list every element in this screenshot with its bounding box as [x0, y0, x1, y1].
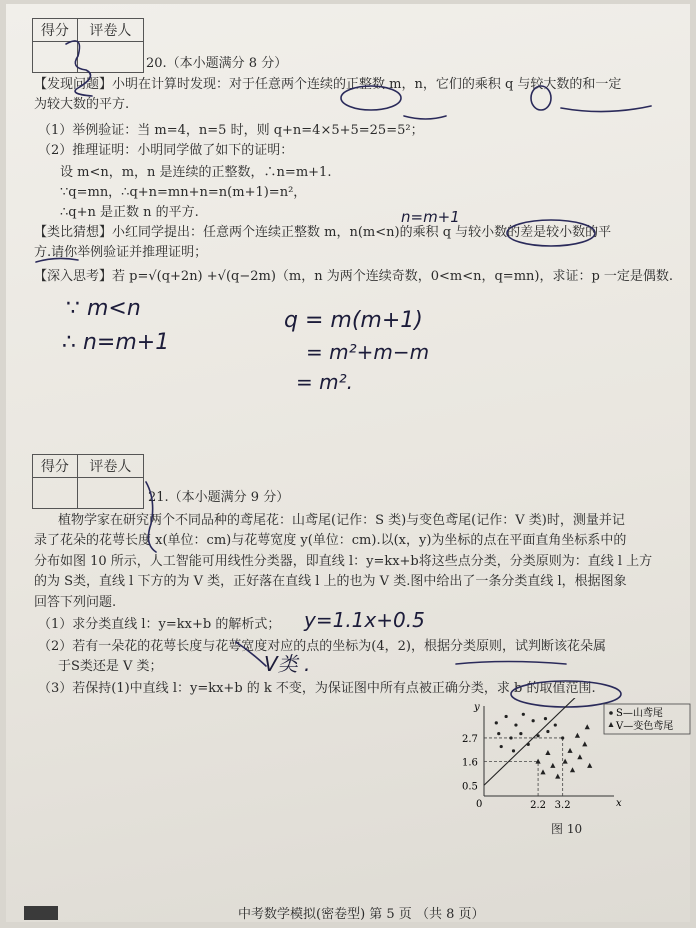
point-v-class — [577, 754, 582, 759]
handwriting-step-2: = m²+m−m — [306, 340, 430, 364]
q20-line-9: 方.请你举例验证并推理证明； — [34, 245, 208, 260]
origin-label: 0 — [476, 799, 483, 810]
y-axis-label: y — [474, 702, 480, 713]
q21-line-2: 录了花朵的花萼长度 x(单位：cm)与花萼宽度 y(单位：cm).以(x，y)为坐标的点在平面直角坐标系中的 — [34, 533, 627, 548]
q21-line-8: 于S类还是 V 类； — [58, 659, 163, 674]
y-tick-label: 2.7 — [462, 733, 478, 745]
q20-line-7: ∴q+n 是正数 n 的平方. — [60, 205, 199, 220]
q20-line-10: 【深入思考】若 p=√(q+2n) +√(q−2m)（m，n 为两个连续奇数，0<m<n，q=mn)，求证：p 一定是偶数. — [34, 269, 674, 284]
point-v-class — [587, 763, 592, 768]
q21-header: 21.（本小题满分 9 分） — [148, 490, 290, 505]
point-s-class — [554, 723, 557, 726]
classification-line-l — [484, 698, 585, 785]
score-label: 得分 — [33, 19, 78, 42]
corner-mark — [24, 906, 58, 920]
grader-label: 评卷人 — [77, 19, 143, 42]
point-v-class — [550, 763, 555, 768]
x-axis-label: x — [616, 798, 622, 809]
ink-score-mark-q21 — [146, 482, 156, 552]
scatter-plot — [454, 698, 694, 838]
point-s-class — [509, 736, 512, 739]
legend-marker-s — [609, 711, 613, 715]
point-s-class — [522, 713, 525, 716]
score-label: 得分 — [33, 455, 78, 478]
q21-line-5: 回答下列问题. — [34, 595, 117, 610]
q20-line-5: 设 m<n，m，n 是连续的正整数，∴n=m+1. — [60, 165, 332, 180]
handwriting-step-1: q = m(m+1) — [284, 308, 423, 333]
point-s-class — [544, 717, 547, 720]
ink-circle-difference — [507, 220, 595, 246]
ink-underline-sum — [561, 106, 651, 112]
point-s-class — [546, 730, 549, 733]
q21-line-6: （1）求分类直线 l：y=kx+b 的解析式； — [38, 617, 281, 632]
point-v-class — [575, 733, 580, 738]
point-s-class — [532, 719, 535, 722]
handwriting-n-eq: n=m+1 — [401, 208, 460, 226]
q20-header: 20.（本小题满分 8 分） — [146, 56, 288, 71]
x-tick-label: 3.2 — [554, 800, 571, 811]
q21-line-3: 分布如图 10 所示，人工智能可用线性分类器，即直线 l：y=kx+b将这些点分类，分类原则为：直线 l 上方 — [34, 554, 653, 569]
ink-circle-q — [531, 86, 551, 110]
point-s-class — [527, 743, 530, 746]
ink-score-mark-q20 — [66, 41, 92, 96]
ink-circle-consecutive — [341, 86, 401, 110]
legend-label-v: V—变色鸢尾 — [616, 721, 674, 732]
point-v-class — [545, 750, 550, 755]
q20-line-1: 【发现问题】小明在计算时发现：对于任意两个连续的正整数 m，n，它们的乘积 q 与较大数的和一定 — [34, 77, 622, 92]
point-s-class — [512, 749, 515, 752]
q21-line-1: 植物学家在研究两个不同品种的鸢尾花：山鸢尾(记作：S 类)与变色鸢尾(记作：V 类)时，测量并记 — [58, 513, 625, 528]
point-v-class — [540, 769, 545, 774]
point-v-class — [535, 759, 540, 764]
point-v-class — [582, 741, 587, 746]
point-s-class — [561, 736, 564, 739]
grader-label: 评卷人 — [77, 455, 143, 478]
q21-line-9: （3）若保持(1)中直线 l：y=kx+b 的 k 不变，为保证图中所有点被正确分类，求 b 的取值范围. — [38, 681, 596, 696]
y-tick-label: 1.6 — [462, 757, 478, 769]
y-tick-label: 0.5 — [462, 781, 478, 793]
point-s-class — [505, 715, 508, 718]
q21-line-7: （2）若有一朵花的花萼长度与花萼宽度对应的点的坐标为(4，2)，根据分类原则，试判断该花朵属 — [38, 639, 606, 654]
point-s-class — [500, 745, 503, 748]
q20-line-3: （1）举例验证：当 m=4，n=5 时，则 q+n=4×5+5=25=5²； — [38, 123, 424, 138]
q21-line-4: 的为 S类，直线 l 下方的为 V 类，正好落在直线 l 上的也为 V 类.图中给出了一条分类直线 l，根据图象 — [34, 574, 627, 589]
point-v-class — [567, 748, 572, 753]
ink-underline-principle — [456, 662, 566, 665]
page-footer: 中考数学模拟(密卷型) 第 5 页 （共 8 页） — [238, 907, 485, 922]
point-v-class — [585, 724, 590, 729]
point-v-class — [563, 759, 568, 764]
q20-line-2: 为较大数的平方. — [34, 97, 130, 112]
handwriting-given: ∵ m<n — [66, 296, 141, 321]
point-s-class — [514, 723, 517, 726]
figure-10-chart — [454, 698, 694, 838]
q20-line-4: （2）推理证明：小明同学做了如下的证明： — [38, 143, 294, 158]
handwriting-answer-2: V类 . — [264, 652, 311, 676]
point-v-class — [555, 774, 560, 779]
handwriting-therefore: ∴ n=m+1 — [62, 330, 170, 355]
point-v-class — [570, 767, 575, 772]
legend-label-s: S—山鸢尾 — [616, 708, 663, 719]
handwriting-step-3: = m². — [296, 370, 353, 394]
figure-caption: 图 10 — [551, 822, 583, 836]
handwriting-answer-1: y=1.1x+0.5 — [304, 608, 425, 632]
ink-stroke-equals — [236, 642, 266, 666]
exam-page — [6, 4, 690, 922]
q20-line-6: ∵q=mn，∴q+n=mn+n=n(m+1)=n²， — [60, 185, 307, 200]
point-s-class — [495, 721, 498, 724]
ink-underline-analogy — [36, 258, 78, 262]
ink-underline-integers — [404, 116, 446, 119]
point-s-class — [536, 734, 539, 737]
point-s-class — [519, 732, 522, 735]
legend-marker-v — [609, 722, 614, 727]
q20-line-8: 【类比猜想】小红同学提出：任意两个连续正整数 m，n(m<n)的乘积 q 与较小数的差是较小数的平 — [34, 225, 612, 240]
x-tick-label: 2.2 — [530, 800, 546, 811]
point-s-class — [497, 732, 500, 735]
